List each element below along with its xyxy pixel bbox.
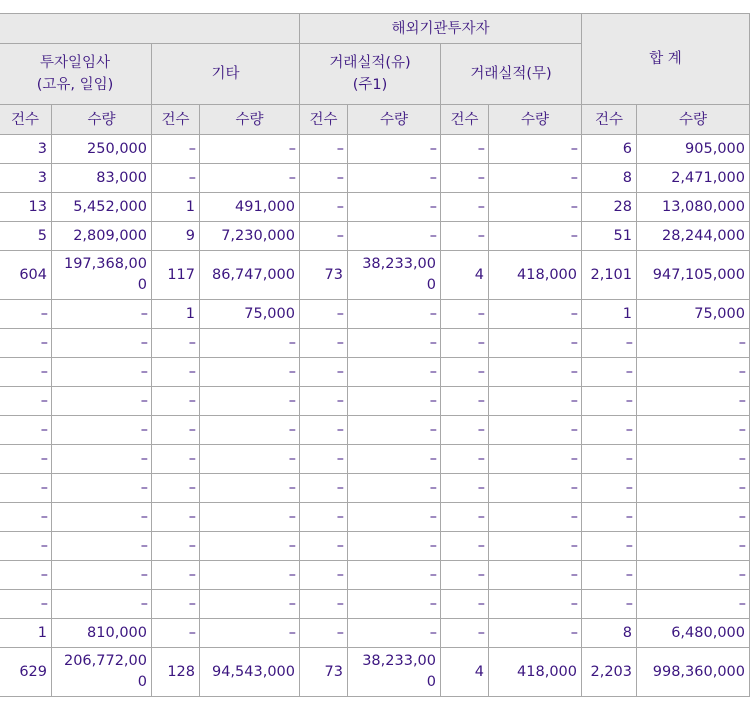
count-cell: – bbox=[300, 416, 348, 445]
quantity-cell bbox=[348, 648, 441, 697]
count-cell: – bbox=[152, 329, 200, 358]
table-row bbox=[0, 387, 750, 416]
quantity-cell bbox=[52, 251, 152, 300]
quantity-cell: – bbox=[489, 164, 582, 193]
count-cell: – bbox=[300, 222, 348, 251]
header-investment-adviser-line2: (고유, 일임) bbox=[36, 77, 114, 93]
quantity-cell: – bbox=[348, 193, 441, 222]
table-row bbox=[0, 648, 750, 697]
quantity-cell: – bbox=[52, 590, 152, 619]
quantity-cell: – bbox=[52, 474, 152, 503]
quantity-cell: 83,000 bbox=[52, 164, 152, 193]
count-cell: – bbox=[152, 590, 200, 619]
header-investment-adviser-line1: 투자일임사 bbox=[39, 55, 111, 71]
count-cell: – bbox=[300, 300, 348, 329]
count-cell: – bbox=[300, 445, 348, 474]
count-cell: 1 bbox=[582, 300, 637, 329]
header-trade-record-no: 거래실적(무) bbox=[441, 44, 582, 105]
quantity-cell: – bbox=[200, 590, 300, 619]
quantity-cell: – bbox=[489, 619, 582, 648]
table-row bbox=[0, 193, 750, 222]
quantity-cell-line2: 0 bbox=[426, 277, 436, 293]
quantity-cell: 75,000 bbox=[637, 300, 750, 329]
count-cell: – bbox=[152, 416, 200, 445]
quantity-cell: – bbox=[348, 358, 441, 387]
quantity-cell: 250,000 bbox=[52, 135, 152, 164]
quantity-cell: – bbox=[637, 445, 750, 474]
header-count: 건수 bbox=[300, 105, 348, 135]
count-cell: 629 bbox=[0, 648, 52, 697]
count-cell: – bbox=[300, 503, 348, 532]
quantity-cell: – bbox=[52, 445, 152, 474]
quantity-cell: – bbox=[200, 445, 300, 474]
count-cell: – bbox=[582, 445, 637, 474]
count-cell: – bbox=[152, 135, 200, 164]
count-cell: – bbox=[152, 474, 200, 503]
quantity-cell: – bbox=[348, 474, 441, 503]
count-cell: – bbox=[0, 416, 52, 445]
quantity-cell: – bbox=[348, 164, 441, 193]
table-row bbox=[0, 561, 750, 590]
table-row bbox=[0, 590, 750, 619]
count-cell: 2,101 bbox=[582, 251, 637, 300]
quantity-cell: 947,105,000 bbox=[637, 251, 750, 300]
count-cell: – bbox=[582, 503, 637, 532]
quantity-cell: – bbox=[52, 300, 152, 329]
quantity-cell: – bbox=[52, 387, 152, 416]
header-trade-record-yes bbox=[300, 44, 441, 105]
quantity-cell-line2: 0 bbox=[137, 277, 147, 293]
quantity-cell: – bbox=[489, 590, 582, 619]
count-cell: – bbox=[441, 387, 489, 416]
quantity-cell: – bbox=[489, 193, 582, 222]
quantity-cell: – bbox=[200, 164, 300, 193]
count-cell: – bbox=[300, 561, 348, 590]
count-cell: – bbox=[441, 445, 489, 474]
quantity-cell: 75,000 bbox=[200, 300, 300, 329]
count-cell: – bbox=[0, 300, 52, 329]
count-cell: – bbox=[0, 387, 52, 416]
quantity-cell: – bbox=[348, 135, 441, 164]
quantity-cell bbox=[52, 648, 152, 697]
quantity-cell: – bbox=[200, 329, 300, 358]
count-cell: 117 bbox=[152, 251, 200, 300]
quantity-cell: – bbox=[52, 416, 152, 445]
count-cell: 6 bbox=[582, 135, 637, 164]
quantity-cell: – bbox=[348, 300, 441, 329]
quantity-cell: – bbox=[52, 561, 152, 590]
header-quantity: 수량 bbox=[52, 105, 152, 135]
header-group-foreign-institutional: 해외기관투자자 bbox=[300, 14, 582, 44]
header-quantity: 수량 bbox=[637, 105, 750, 135]
count-cell: – bbox=[441, 503, 489, 532]
count-cell: – bbox=[0, 561, 52, 590]
quantity-cell: – bbox=[200, 532, 300, 561]
quantity-cell: – bbox=[52, 358, 152, 387]
count-cell: – bbox=[441, 329, 489, 358]
quantity-cell bbox=[348, 251, 441, 300]
count-cell: 3 bbox=[0, 135, 52, 164]
count-cell: 73 bbox=[300, 648, 348, 697]
quantity-cell: – bbox=[637, 329, 750, 358]
table-row bbox=[0, 300, 750, 329]
table-row bbox=[0, 329, 750, 358]
header-trade-record-yes-line2: (주1) bbox=[352, 77, 388, 93]
quantity-cell: – bbox=[637, 474, 750, 503]
quantity-cell: – bbox=[348, 329, 441, 358]
count-cell: 604 bbox=[0, 251, 52, 300]
quantity-cell: – bbox=[637, 532, 750, 561]
count-cell: – bbox=[582, 358, 637, 387]
count-cell: 1 bbox=[152, 300, 200, 329]
quantity-cell: – bbox=[637, 387, 750, 416]
quantity-cell: – bbox=[348, 416, 441, 445]
count-cell: – bbox=[300, 387, 348, 416]
quantity-cell: – bbox=[489, 300, 582, 329]
count-cell: 9 bbox=[152, 222, 200, 251]
header-count: 건수 bbox=[441, 105, 489, 135]
count-cell: 3 bbox=[0, 164, 52, 193]
count-cell: 128 bbox=[152, 648, 200, 697]
count-cell: – bbox=[152, 445, 200, 474]
quantity-cell-line2: 0 bbox=[137, 674, 147, 690]
count-cell: 73 bbox=[300, 251, 348, 300]
count-cell: 13 bbox=[0, 193, 52, 222]
count-cell: – bbox=[582, 532, 637, 561]
quantity-cell-line1: 38,233,00 bbox=[362, 256, 436, 272]
quantity-cell-line1: 197,368,00 bbox=[63, 256, 147, 272]
count-cell: – bbox=[441, 474, 489, 503]
count-cell: 2,203 bbox=[582, 648, 637, 697]
quantity-cell: 7,230,000 bbox=[200, 222, 300, 251]
count-cell: – bbox=[0, 358, 52, 387]
count-cell: – bbox=[0, 590, 52, 619]
header-investment-adviser bbox=[0, 44, 152, 105]
count-cell: 28 bbox=[582, 193, 637, 222]
quantity-cell: – bbox=[637, 561, 750, 590]
count-cell: – bbox=[152, 503, 200, 532]
count-cell: 4 bbox=[441, 648, 489, 697]
count-cell: – bbox=[300, 532, 348, 561]
quantity-cell: 998,360,000 bbox=[637, 648, 750, 697]
quantity-cell: – bbox=[200, 416, 300, 445]
quantity-cell: – bbox=[200, 561, 300, 590]
quantity-cell: – bbox=[200, 619, 300, 648]
quantity-cell: – bbox=[348, 619, 441, 648]
table-row bbox=[0, 474, 750, 503]
data-table bbox=[0, 13, 750, 697]
count-cell: – bbox=[152, 358, 200, 387]
count-cell: 51 bbox=[582, 222, 637, 251]
header-quantity: 수량 bbox=[489, 105, 582, 135]
count-cell: – bbox=[300, 329, 348, 358]
table-row bbox=[0, 358, 750, 387]
count-cell: – bbox=[300, 474, 348, 503]
quantity-cell: – bbox=[52, 503, 152, 532]
quantity-cell: – bbox=[348, 503, 441, 532]
quantity-cell: 905,000 bbox=[637, 135, 750, 164]
table-body bbox=[0, 135, 750, 697]
quantity-cell: – bbox=[348, 387, 441, 416]
quantity-cell: – bbox=[348, 445, 441, 474]
count-cell: – bbox=[0, 503, 52, 532]
count-cell: – bbox=[582, 416, 637, 445]
header-other: 기타 bbox=[152, 44, 300, 105]
count-cell: – bbox=[0, 329, 52, 358]
count-cell: – bbox=[300, 135, 348, 164]
quantity-cell: – bbox=[637, 358, 750, 387]
quantity-cell: – bbox=[637, 503, 750, 532]
count-cell: – bbox=[441, 300, 489, 329]
quantity-cell: 491,000 bbox=[200, 193, 300, 222]
header-count: 건수 bbox=[0, 105, 52, 135]
header-quantity: 수량 bbox=[200, 105, 300, 135]
count-cell: – bbox=[441, 590, 489, 619]
table-row bbox=[0, 222, 750, 251]
table-row bbox=[0, 135, 750, 164]
count-cell: – bbox=[152, 561, 200, 590]
count-cell: – bbox=[441, 416, 489, 445]
table-row bbox=[0, 164, 750, 193]
count-cell: – bbox=[582, 387, 637, 416]
quantity-cell: – bbox=[489, 358, 582, 387]
header-trade-record-yes-line1: 거래실적(유) bbox=[329, 55, 411, 71]
count-cell: – bbox=[441, 358, 489, 387]
quantity-cell: – bbox=[489, 445, 582, 474]
quantity-cell: – bbox=[348, 222, 441, 251]
quantity-cell: – bbox=[489, 387, 582, 416]
quantity-cell: 5,452,000 bbox=[52, 193, 152, 222]
count-cell: 8 bbox=[582, 164, 637, 193]
header-group-domestic bbox=[0, 14, 300, 44]
count-cell: – bbox=[441, 561, 489, 590]
quantity-cell: 6,480,000 bbox=[637, 619, 750, 648]
count-cell: – bbox=[0, 532, 52, 561]
count-cell: – bbox=[0, 445, 52, 474]
count-cell: – bbox=[300, 193, 348, 222]
quantity-cell: 86,747,000 bbox=[200, 251, 300, 300]
quantity-cell: – bbox=[200, 135, 300, 164]
table-row bbox=[0, 532, 750, 561]
quantity-cell: 28,244,000 bbox=[637, 222, 750, 251]
count-cell: – bbox=[300, 358, 348, 387]
quantity-cell: – bbox=[200, 474, 300, 503]
count-cell: – bbox=[152, 619, 200, 648]
count-cell: – bbox=[441, 135, 489, 164]
count-cell: 5 bbox=[0, 222, 52, 251]
quantity-cell: 2,809,000 bbox=[52, 222, 152, 251]
count-cell: – bbox=[441, 619, 489, 648]
count-cell: – bbox=[441, 193, 489, 222]
quantity-cell: – bbox=[200, 387, 300, 416]
header-quantity: 수량 bbox=[348, 105, 441, 135]
quantity-cell: – bbox=[348, 590, 441, 619]
quantity-cell: – bbox=[200, 503, 300, 532]
quantity-cell: – bbox=[489, 561, 582, 590]
count-cell: – bbox=[0, 474, 52, 503]
count-cell: 1 bbox=[152, 193, 200, 222]
quantity-cell: – bbox=[489, 135, 582, 164]
count-cell: 4 bbox=[441, 251, 489, 300]
quantity-cell: – bbox=[348, 532, 441, 561]
quantity-cell: – bbox=[52, 329, 152, 358]
count-cell: – bbox=[152, 164, 200, 193]
quantity-cell: – bbox=[489, 474, 582, 503]
count-cell: – bbox=[582, 590, 637, 619]
table-row bbox=[0, 416, 750, 445]
count-cell: 1 bbox=[0, 619, 52, 648]
count-cell: – bbox=[152, 387, 200, 416]
table-row bbox=[0, 503, 750, 532]
quantity-cell-line2: 0 bbox=[426, 674, 436, 690]
quantity-cell: 418,000 bbox=[489, 251, 582, 300]
quantity-cell: 94,543,000 bbox=[200, 648, 300, 697]
quantity-cell: 13,080,000 bbox=[637, 193, 750, 222]
quantity-cell: – bbox=[489, 329, 582, 358]
count-cell: – bbox=[300, 164, 348, 193]
count-cell: – bbox=[582, 329, 637, 358]
count-cell: – bbox=[152, 532, 200, 561]
count-cell: – bbox=[300, 590, 348, 619]
count-cell: 8 bbox=[582, 619, 637, 648]
header-count: 건수 bbox=[582, 105, 637, 135]
quantity-cell: – bbox=[489, 416, 582, 445]
count-cell: – bbox=[441, 164, 489, 193]
count-cell: – bbox=[441, 222, 489, 251]
table-row bbox=[0, 251, 750, 300]
quantity-cell: – bbox=[200, 358, 300, 387]
count-cell: – bbox=[582, 474, 637, 503]
quantity-cell: 810,000 bbox=[52, 619, 152, 648]
count-cell: – bbox=[582, 561, 637, 590]
quantity-cell: – bbox=[489, 222, 582, 251]
quantity-cell-line1: 206,772,00 bbox=[63, 653, 147, 669]
quantity-cell: – bbox=[637, 416, 750, 445]
quantity-cell: – bbox=[52, 532, 152, 561]
quantity-cell: 2,471,000 bbox=[637, 164, 750, 193]
quantity-cell: – bbox=[489, 532, 582, 561]
quantity-cell: – bbox=[489, 503, 582, 532]
table-row bbox=[0, 619, 750, 648]
header-total: 합 계 bbox=[582, 14, 750, 105]
quantity-cell: 418,000 bbox=[489, 648, 582, 697]
count-cell: – bbox=[300, 619, 348, 648]
header-count: 건수 bbox=[152, 105, 200, 135]
table-row bbox=[0, 445, 750, 474]
count-cell: – bbox=[441, 532, 489, 561]
quantity-cell: – bbox=[637, 590, 750, 619]
quantity-cell-line1: 38,233,00 bbox=[362, 653, 436, 669]
quantity-cell: – bbox=[348, 561, 441, 590]
